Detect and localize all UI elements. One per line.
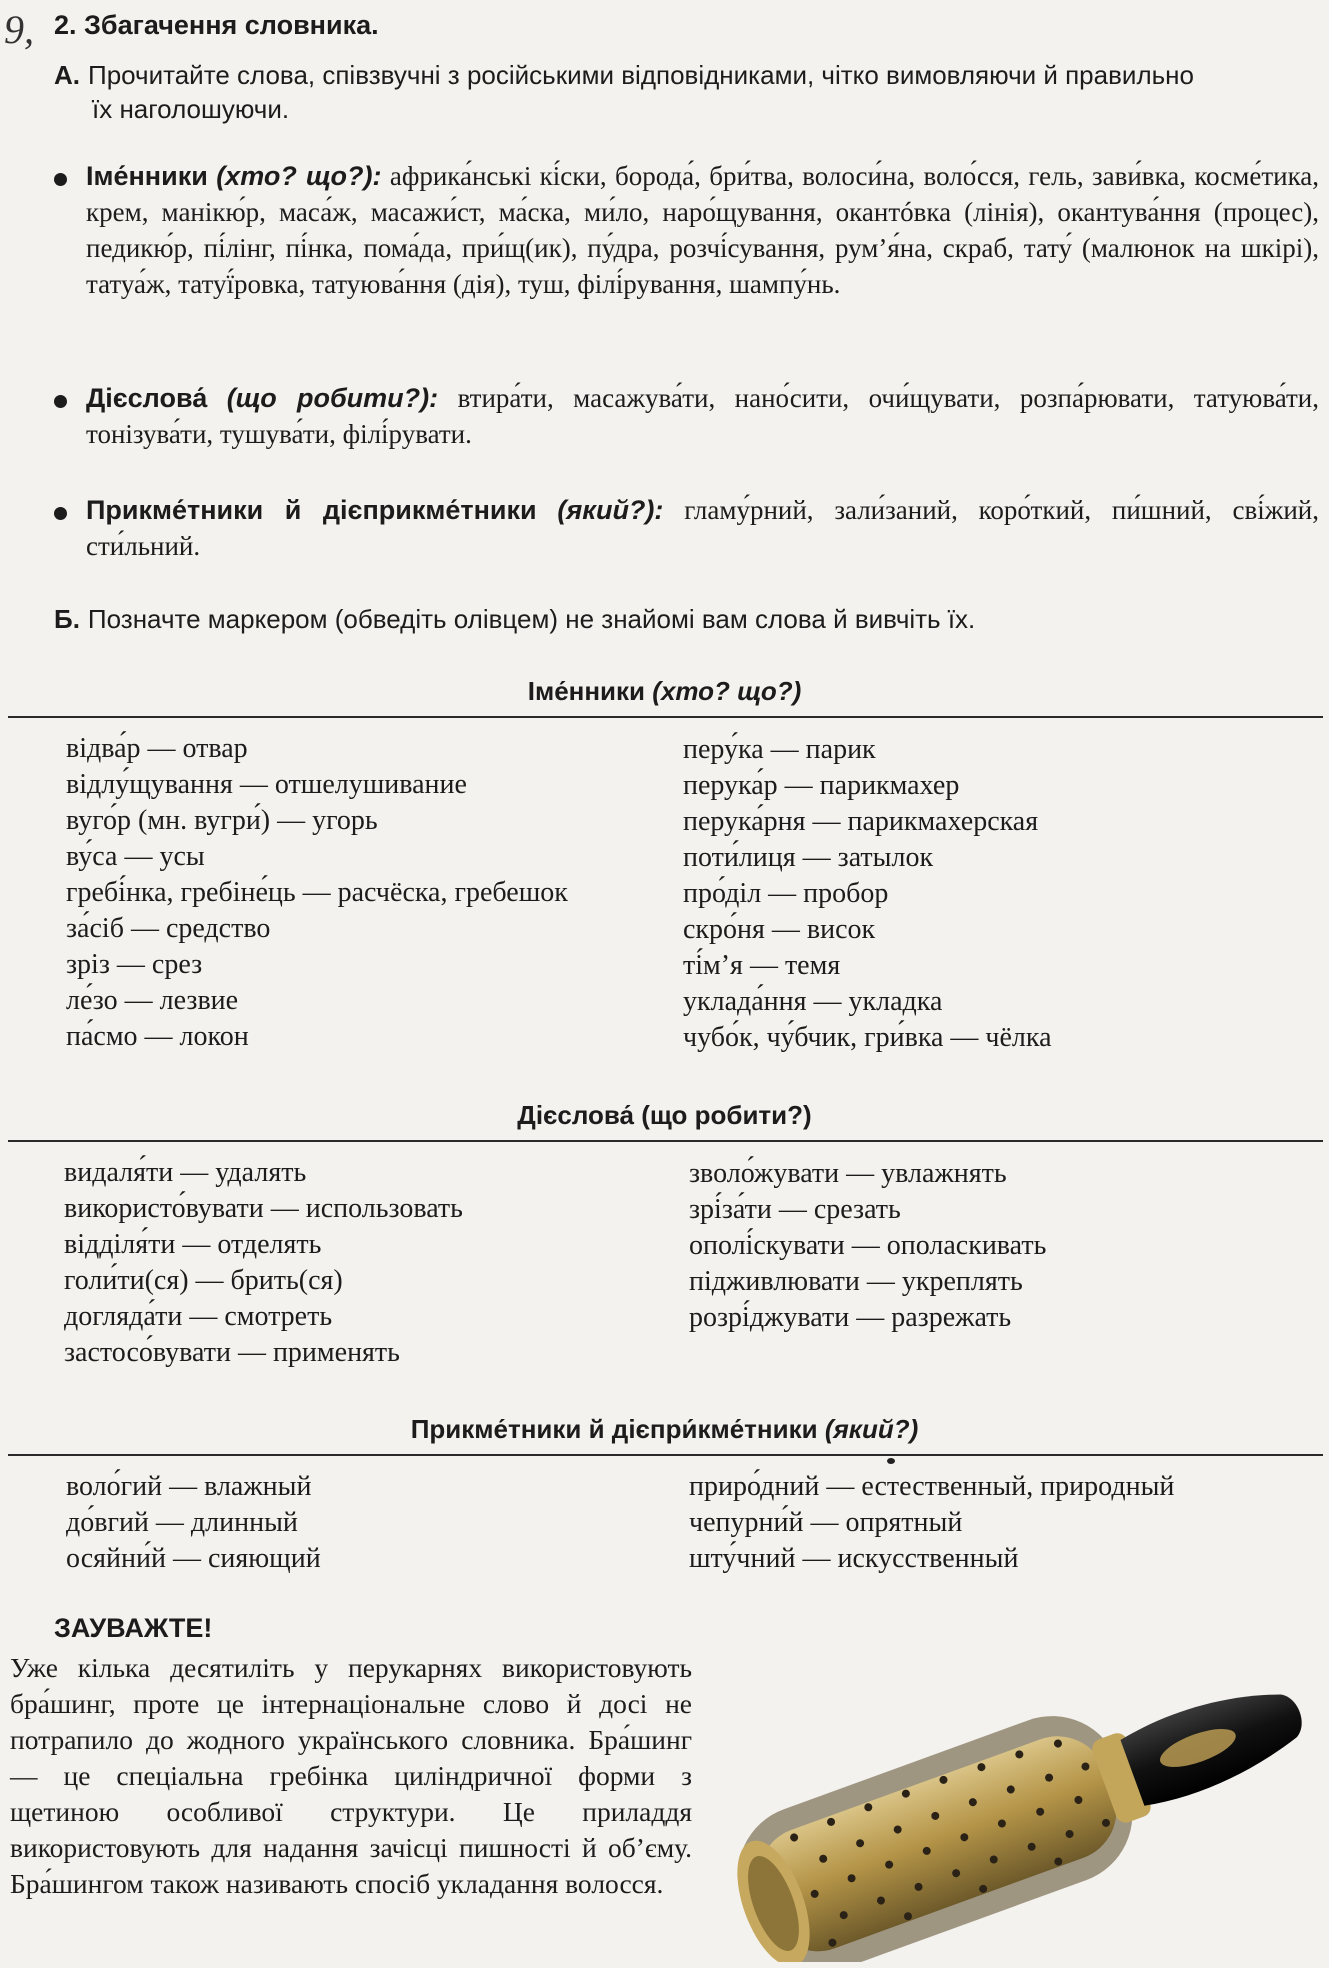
verbs-label: Дієслова́: [86, 383, 208, 413]
verbs-right-column: [689, 1156, 1046, 1336]
nouns-label: Іме́нники: [86, 161, 208, 191]
vocab-pair: гребі́нка, гребіне́ць — расчёска, гребешок: [66, 877, 568, 908]
task-b-text: Позначте маркером (обведіть олівцем) не знайомі вам слова й вивчіть їх.: [87, 604, 976, 634]
vocab-pair: перука́рня — парикмахерская: [683, 806, 1039, 837]
vocab-pair: осяйни́й — сияющий: [66, 1543, 321, 1574]
nouns-left-column: [66, 731, 568, 1055]
round-brush-illustration: [712, 1662, 1324, 1962]
vocab-pair: ті́м’я — темя: [683, 950, 841, 981]
task-b-label: Б.: [54, 604, 80, 634]
section-divider: [8, 716, 1323, 718]
vocab-pair: зрі́за́ти — срезать: [689, 1194, 901, 1225]
vocab-pair: застосо́вувати — применять: [64, 1337, 400, 1368]
verbs-question: (що робити?):: [226, 383, 439, 413]
vocab-pair: про́діл — пробор: [683, 878, 889, 909]
adjectives-label: Прикме́тники й дієприкме́тники: [86, 495, 537, 525]
task-title: 2. Збагачення словника.: [54, 10, 379, 40]
section-heading-adjectives: [0, 1414, 1329, 1445]
vocab-pair: ле́зо — лезвие: [66, 985, 239, 1016]
vocab-pair: вуго́р (мн. вугри́) — угорь: [66, 805, 378, 836]
vocab-pair: видаля́ти — удалять: [64, 1157, 307, 1188]
task-a: [54, 58, 1314, 126]
section-heading-nouns: [0, 676, 1329, 707]
vocab-pair: поти́лиця — затылок: [683, 842, 934, 873]
vocab-pair: чубо́к, чу́бчик, гри́вка — чёлка: [683, 1022, 1052, 1053]
vocab-pair: ополі́скувати — ополаскивать: [689, 1230, 1047, 1261]
adjectives-text: гламу́рний, зали́заний, коро́ткий, пи́шний, сві́жий, сти́льний.: [86, 495, 1319, 561]
note-text: Уже кілька десятиліть у перукарнях використовують бра́шинг, проте це інтернаціональне слово й досі не потрапило до жодного українського словника. Бра́шинг — це спеціальна гребінка циліндричної форми з щетиною особливої структури. Це приладдя використовують для надання зачісці пишності й об’єму. Бра́шингом також називають спосіб укладання волосся.: [10, 1652, 692, 1899]
section-divider: [8, 1140, 1323, 1142]
section-title: Іме́нники: [527, 676, 646, 706]
section-heading-verbs: [0, 1100, 1329, 1131]
adjectives-right-column: [689, 1469, 1174, 1577]
section-title: Дієслова́: [517, 1100, 635, 1130]
section-question: (що робити?): [641, 1100, 812, 1130]
vocab-pair: перу́ка — парик: [683, 734, 876, 765]
vocab-pair: перука́р — парикмахер: [683, 770, 960, 801]
bullet-icon: [54, 507, 67, 520]
verbs-paragraph: [54, 380, 1319, 452]
task-a-label: А.: [54, 60, 80, 90]
nouns-paragraph: [54, 158, 1319, 302]
vocab-pair: уклада́ння — укладка: [683, 986, 943, 1017]
nouns-right-column: [683, 732, 1052, 1056]
adjectives-question: (який?):: [557, 495, 664, 525]
section-title: Прикме́тники й дієпри́кме́тники: [410, 1414, 818, 1444]
vocab-pair: використо́вувати — использовать: [64, 1193, 463, 1224]
task-a-line2: їх наголошуючи.: [92, 94, 290, 124]
bullet-icon: [54, 395, 67, 408]
vocab-pair: відлу́щування — отшелушивание: [66, 769, 467, 800]
vocab-pair: догляда́ти — смотреть: [64, 1301, 333, 1332]
corner-mark: 9,: [4, 7, 34, 52]
vocab-pair: па́смо — локон: [66, 1021, 249, 1052]
vocab-pair: відділя́ти — отделять: [64, 1229, 322, 1260]
vocab-pair: чепурни́й — опрятный: [689, 1507, 963, 1538]
ink-dot: [887, 1458, 895, 1464]
vocab-pair: підживлювати — укреплять: [689, 1266, 1023, 1297]
nouns-question: (хто? що?):: [216, 161, 382, 191]
adjectives-paragraph: [54, 492, 1319, 564]
vocab-pair: розрі́джувати — разрежать: [689, 1302, 1012, 1333]
vocab-pair: зріз — срез: [66, 949, 203, 980]
nouns-text: африка́нські кі́ски, борода́, бри́тва, волоси́на, воло́сся, гель, зави́вка, косме́тика, крем, манікю́р, маса́ж, масажи́ст, ма́ска, ми́ло, наро́щування, окантóвка (лінія), окантува́ння (процес), педикю́р, пі́лінг, пі́нка, пома́да, при́щ(ик), пу́дра, розчі́сування, рум’я́на, скраб, тату́ (малюнок на шкірі), татуа́ж, татуї́ровка, татуюва́ння (дія), туш, філі́рування, шампу́нь.: [86, 161, 1320, 299]
vocab-pair: шту́чний — искусственный: [689, 1543, 1019, 1574]
vocab-pair: до́вгий — длинный: [66, 1507, 298, 1538]
bullet-icon: [54, 173, 67, 186]
section-divider: [8, 1454, 1323, 1456]
vocab-pair: скро́ня — висок: [683, 914, 876, 945]
verbs-text: втира́ти, масажува́ти, нано́сити, очи́щувати, розпа́рювати, татуюва́ти, тонізува́ти, тушува́ти, філі́рувати.: [86, 383, 1319, 449]
vocab-pair: зволо́жувати — увлажнять: [689, 1158, 1007, 1189]
task-b: [54, 604, 975, 635]
vocab-pair: відва́р — отвар: [66, 733, 248, 764]
vocab-pair: ву́са — усы: [66, 841, 205, 872]
vocab-pair: голи́ти(ся) — брить(ся): [64, 1265, 343, 1296]
note-title: ЗАУВАЖТЕ!: [54, 1613, 213, 1643]
vocab-pair: за́сіб — средство: [66, 913, 271, 944]
section-question: (який?): [824, 1414, 919, 1444]
adjectives-left-column: [66, 1469, 321, 1577]
vocab-pair: воло́гий — влажный: [66, 1471, 312, 1502]
task-a-line1: Прочитайте слова, співзвучні з російськими відповідниками, чітко вимовляючи й правильно: [88, 60, 1194, 90]
vocab-pair: приро́дний — естественный, природный: [689, 1471, 1175, 1502]
verbs-left-column: [64, 1155, 463, 1371]
section-question: (хто? що?): [652, 676, 802, 706]
